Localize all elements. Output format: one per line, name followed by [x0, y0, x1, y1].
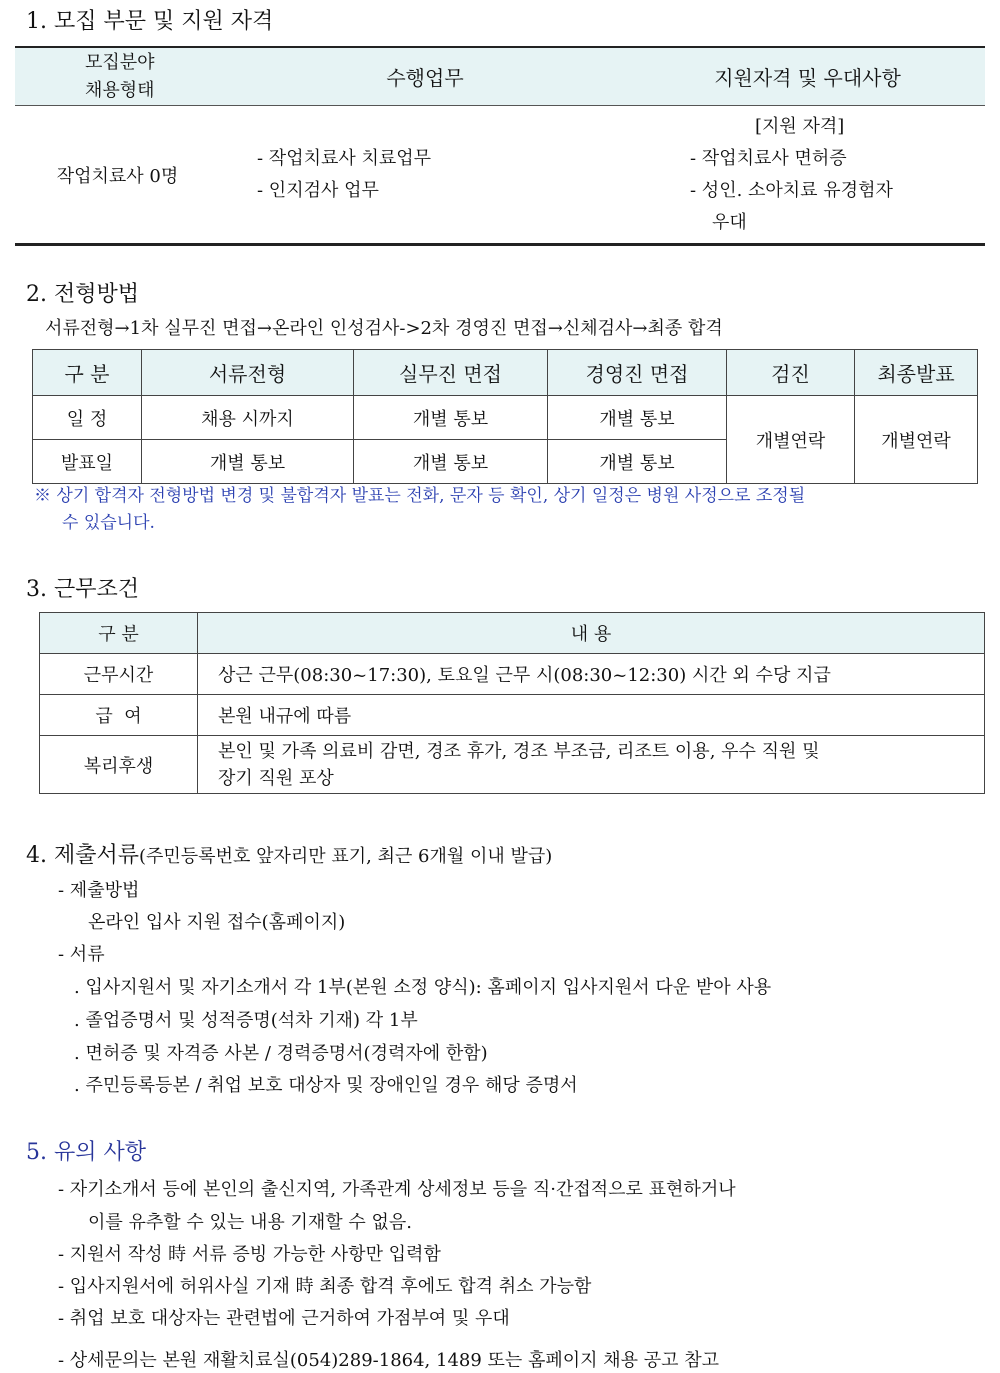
row-content — [198, 736, 985, 794]
qualification-cell — [630, 106, 985, 245]
header-cell: 서류전형 — [142, 350, 354, 396]
header-position-line1: 모집분야 — [85, 51, 155, 73]
row-label: 발표일 — [33, 440, 142, 484]
doc-item: . 졸업증명서 및 성적증명(석차 기재) 각 1부 — [74, 1010, 418, 1031]
table-cell: 개별 통보 — [548, 440, 727, 484]
section5-title: 5. 유의 사항 — [26, 1140, 146, 1165]
qualification-item: 우대 — [712, 211, 747, 233]
method-label: - 제출방법 — [58, 880, 140, 901]
duty-cell — [220, 106, 630, 245]
note-line: 수 있습니다. — [62, 513, 155, 533]
content-line: 장기 직원 포상 — [218, 767, 334, 789]
doc-item: . 입사지원서 및 자기소개서 각 1부(본원 소정 양식): 홈페이지 입사지원서 다운 받아 사용 — [74, 977, 772, 998]
header-qualification: 지원자격 및 우대사항 — [630, 47, 985, 106]
selection-flow: 서류전형→1차 실무진 면접→온라인 인성검사->2차 경영진 면접→신체검사→최종 합격 — [45, 318, 723, 339]
table-cell: 개별 통보 — [354, 440, 548, 484]
qualification-title: [지원 자격] — [755, 115, 845, 137]
table-row — [33, 396, 978, 440]
section1-title: 1. 모집 부문 및 지원 자격 — [26, 9, 274, 34]
section3-title: 3. 근무조건 — [26, 577, 139, 602]
position-cell: 작업치료사 0명 — [15, 106, 220, 245]
table-row — [40, 654, 985, 695]
notice-item: - 상세문의는 본원 재활치료실(054)289-1864, 1489 또는 홈페이지 채용 공고 참고 — [58, 1350, 720, 1371]
notice-item: - 입사지원서에 허위사실 기재 時 최종 합격 후에도 합격 취소 가능함 — [58, 1276, 592, 1297]
merged-cell: 개별연락 — [855, 396, 978, 484]
table-header-row — [33, 350, 978, 396]
table-cell: 개별 통보 — [548, 396, 727, 440]
section2-title: 2. 전형방법 — [26, 282, 139, 307]
section4-title: 4. 제출서류 — [26, 843, 139, 868]
doc-item: . 면허증 및 자격증 사본 / 경력증명서(경력자에 한함) — [74, 1043, 488, 1064]
method-value: 온라인 입사 지원 접수(홈페이지) — [88, 912, 346, 933]
header-duty: 수행업무 — [220, 47, 630, 106]
merged-cell: 개별연락 — [727, 396, 855, 484]
duty-item: - 작업치료사 치료업무 — [257, 147, 432, 169]
qualification-item: - 성인. 소아치료 유경험자 — [690, 179, 893, 201]
table-header-row — [40, 613, 985, 654]
table-row — [40, 736, 985, 794]
table-cell: 채용 시까지 — [142, 396, 354, 440]
notice-item: - 취업 보호 대상자는 관련법에 근거하여 가점부여 및 우대 — [58, 1308, 510, 1329]
note-line: ※ 상기 합격자 전형방법 변경 및 불합격자 발표는 전화, 문자 등 확인, 상기 일정은 병원 사정으로 조정될 — [34, 486, 806, 506]
header-position-line2: 채용형태 — [85, 79, 155, 101]
row-content: 상근 근무(08:30~17:30), 토요일 근무 시(08:30~12:30) 시간 외 수당 지급 — [198, 654, 985, 695]
header-cell: 최종발표 — [855, 350, 978, 396]
notice-item: - 지원서 작성 時 서류 증빙 가능한 사항만 입력함 — [58, 1244, 441, 1265]
row-label: 급 여 — [40, 695, 198, 736]
notice-item: - 자기소개서 등에 본인의 출신지역, 가족관계 상세정보 등을 직·간접적으로 표현하거나 — [58, 1179, 736, 1200]
row-label: 복리후생 — [40, 736, 198, 794]
docs-label: - 서류 — [58, 944, 105, 965]
table-cell: 개별 통보 — [142, 440, 354, 484]
doc-item: . 주민등록등본 / 취업 보호 대상자 및 장애인일 경우 해당 증명서 — [74, 1075, 578, 1096]
row-content: 본원 내규에 따름 — [198, 695, 985, 736]
selection-table — [32, 349, 978, 484]
header-cell: 검진 — [727, 350, 855, 396]
selection-note — [34, 483, 805, 537]
header-cell: 실무진 면접 — [354, 350, 548, 396]
row-label: 일 정 — [33, 396, 142, 440]
table-cell: 개별 통보 — [354, 396, 548, 440]
table-header-row — [15, 47, 985, 106]
content-line: 본인 및 가족 의료비 감면, 경조 휴가, 경조 부조금, 리조트 이용, 우수 직원 및 — [218, 740, 820, 762]
section4-title-note: (주민등록번호 앞자리만 표기, 최근 6개월 이내 발급) — [139, 846, 553, 867]
section4-heading — [26, 838, 552, 869]
duty-item: - 인지검사 업무 — [257, 179, 379, 201]
working-conditions-table — [39, 612, 985, 794]
header-cell: 구 분 — [33, 350, 142, 396]
table-row — [15, 106, 985, 245]
header-cell: 내 용 — [198, 613, 985, 654]
qualification-item: - 작업치료사 면허증 — [690, 147, 847, 169]
header-position — [15, 47, 220, 106]
table-row — [40, 695, 985, 736]
row-label: 근무시간 — [40, 654, 198, 695]
header-cell: 구 분 — [40, 613, 198, 654]
recruitment-table — [15, 46, 985, 246]
header-cell: 경영진 면접 — [548, 350, 727, 396]
notice-item: 이를 유추할 수 있는 내용 기재할 수 없음. — [88, 1212, 412, 1233]
